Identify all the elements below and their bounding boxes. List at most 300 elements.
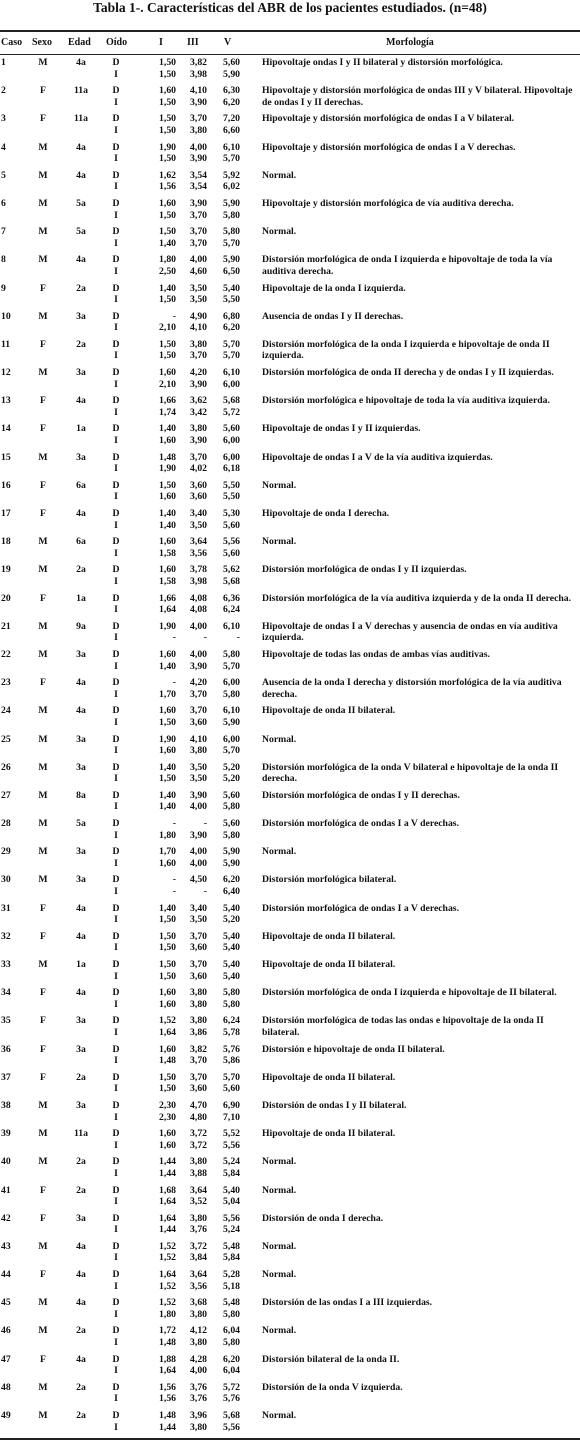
wave-v-latency-right: 5,72 xyxy=(223,1381,240,1393)
wave-v-latency-left: 6,00 xyxy=(223,435,240,447)
wave-iii-latency-left: 3,50 xyxy=(190,294,207,306)
case-number: 25 xyxy=(1,733,11,745)
wave-v-latency-right: 6,80 xyxy=(223,310,240,322)
case-number: 39 xyxy=(1,1128,11,1140)
morphology-cell: Distorsión de las ondas I a III izquierdas. xyxy=(262,1297,433,1309)
wave-iii-latency-right: 3,70 xyxy=(190,226,207,238)
morphology-cell: Normal. xyxy=(262,479,297,491)
wave-iii-latency-right: 3,64 xyxy=(190,1269,207,1281)
wave-v-latency-left: 5,20 xyxy=(223,773,240,785)
wave-i-latency xyxy=(142,367,176,390)
wave-i-latency xyxy=(142,931,176,954)
wave-i-latency xyxy=(142,1072,176,1095)
table-row xyxy=(0,198,580,226)
ear-cell xyxy=(108,283,124,306)
ear-cell-left: I xyxy=(114,350,118,362)
wave-iii-latency xyxy=(173,846,207,869)
wave-i-latency-right: 1,50 xyxy=(159,338,176,350)
wave-iii-latency-left: 3,80 xyxy=(190,998,207,1010)
wave-iii-latency-left: - xyxy=(203,632,207,644)
age-cell: 5a xyxy=(76,818,86,830)
ear-cell-right: D xyxy=(112,169,120,181)
wave-i-latency-right: 1,40 xyxy=(159,902,176,914)
wave-v-latency-right: 5,80 xyxy=(223,987,240,999)
wave-i-latency-left: 1,48 xyxy=(159,1055,176,1067)
wave-iii-latency-right: 3,78 xyxy=(190,564,207,576)
wave-v-latency-left: 5,50 xyxy=(223,491,240,503)
ear-cell-right: D xyxy=(112,1015,120,1027)
ear-cell-right: D xyxy=(112,395,120,407)
wave-v-latency xyxy=(206,1015,240,1038)
case-number: 28 xyxy=(1,818,11,830)
ear-cell xyxy=(108,423,124,446)
ear-cell-right: D xyxy=(112,705,120,717)
morphology-cell: Hipovoltaje y distorsión morfológica de ondas III y V bilateral. Hipovoltaje de ondas I y II derechas. xyxy=(262,85,573,108)
ear-cell-left: I xyxy=(114,1026,118,1038)
wave-v-latency xyxy=(206,677,240,700)
wave-v-latency-left: 5,80 xyxy=(223,1337,240,1349)
morphology-cell: Normal. xyxy=(262,846,297,858)
wave-i-latency xyxy=(142,1382,176,1405)
wave-iii-latency-left: 3,50 xyxy=(190,519,207,531)
wave-v-latency-left: 7,10 xyxy=(223,1111,240,1123)
table-row xyxy=(0,536,580,564)
wave-i-latency-right: 1,80 xyxy=(159,254,176,266)
wave-v-latency xyxy=(206,508,240,531)
table-row xyxy=(0,1241,580,1269)
case-number: 1 xyxy=(1,57,6,68)
wave-v-latency-right: 5,60 xyxy=(223,423,240,435)
wave-v-latency xyxy=(206,790,240,813)
wave-iii-latency xyxy=(173,818,207,841)
sex-cell: M xyxy=(38,733,48,745)
wave-iii-latency-right: 3,54 xyxy=(190,169,207,181)
wave-i-latency xyxy=(142,1325,176,1348)
age-cell: 4a xyxy=(76,987,86,999)
wave-iii-latency-right: 3,68 xyxy=(190,1297,207,1309)
morphology-cell: Normal. xyxy=(262,733,297,745)
case-number: 14 xyxy=(1,423,11,435)
ear-cell-right: D xyxy=(112,1099,120,1111)
wave-v-latency xyxy=(206,283,240,306)
case-number: 15 xyxy=(1,451,11,463)
ear-cell-left: I xyxy=(114,1308,118,1320)
wave-v-latency-right: 5,92 xyxy=(223,169,240,181)
sex-cell: F xyxy=(40,930,46,942)
ear-cell xyxy=(108,959,124,982)
ear-cell xyxy=(108,113,124,136)
wave-i-latency-right: 1,60 xyxy=(159,1128,176,1140)
header-oido: Oído xyxy=(106,37,128,48)
ear-cell-left: I xyxy=(114,435,118,447)
wave-iii-latency xyxy=(173,85,207,108)
age-cell: 11a xyxy=(74,113,88,125)
wave-iii-latency-left: 3,60 xyxy=(190,1083,207,1095)
age-cell: 4a xyxy=(76,1240,86,1252)
case-number: 34 xyxy=(1,987,11,999)
ear-cell-right: D xyxy=(112,818,120,830)
wave-i-latency-left: 1,58 xyxy=(159,547,176,559)
wave-iii-latency xyxy=(173,1156,207,1179)
wave-v-latency-right: 5,24 xyxy=(223,1156,240,1168)
wave-i-latency-left: 1,70 xyxy=(159,688,176,700)
age-cell: 3a xyxy=(76,874,86,886)
wave-v-latency-right: 5,76 xyxy=(223,1043,240,1055)
ear-cell-right: D xyxy=(112,1184,120,1196)
wave-v-latency xyxy=(206,903,240,926)
wave-i-latency-right: 1,40 xyxy=(159,789,176,801)
wave-v-latency xyxy=(206,254,240,277)
wave-iii-latency-right: 3,80 xyxy=(190,423,207,435)
wave-iii-latency-right: 3,80 xyxy=(190,1212,207,1224)
wave-iii-latency xyxy=(173,734,207,757)
wave-v-latency-right: 6,10 xyxy=(223,705,240,717)
table-row xyxy=(0,564,580,592)
sex-cell: F xyxy=(40,479,46,491)
wave-iii-latency xyxy=(173,367,207,390)
age-cell: 4a xyxy=(76,1297,86,1309)
case-number: 29 xyxy=(1,846,11,858)
table-row xyxy=(0,226,580,254)
ear-cell-left: I xyxy=(114,801,118,813)
wave-i-latency-right: 1,50 xyxy=(159,1071,176,1083)
ear-cell xyxy=(108,1269,124,1292)
wave-iii-latency-left: 3,70 xyxy=(190,209,207,221)
sex-cell: M xyxy=(38,197,48,209)
wave-i-latency-left: 1,40 xyxy=(159,801,176,813)
wave-v-latency xyxy=(206,367,240,390)
wave-iii-latency-right: 4,00 xyxy=(190,648,207,660)
wave-iii-latency-left: 3,80 xyxy=(190,745,207,757)
wave-v-latency-right: 6,00 xyxy=(223,733,240,745)
wave-v-latency-left: 6,50 xyxy=(223,265,240,277)
case-number: 13 xyxy=(1,395,11,407)
wave-iii-latency-left: 3,98 xyxy=(190,68,207,80)
wave-iii-latency xyxy=(173,1128,207,1151)
sex-cell: M xyxy=(38,1156,48,1168)
ear-cell-right: D xyxy=(112,1240,120,1252)
wave-iii-latency xyxy=(173,395,207,418)
morphology-cell: Ausencia de la onda I derecha y distorsión morfológica de la vía auditiva derecha. xyxy=(262,677,562,700)
wave-v-latency xyxy=(206,423,240,446)
table-row xyxy=(0,1269,580,1297)
morphology-cell: Normal. xyxy=(262,226,297,238)
wave-iii-latency-left: 3,86 xyxy=(190,1026,207,1038)
wave-v-latency xyxy=(206,987,240,1010)
ear-cell-right: D xyxy=(112,338,120,350)
wave-i-latency-left: 1,50 xyxy=(159,153,176,165)
ear-cell xyxy=(108,846,124,869)
wave-v-latency-right: 6,20 xyxy=(223,1353,240,1365)
ear-cell xyxy=(108,395,124,418)
ear-cell xyxy=(108,762,124,785)
wave-iii-latency-right: 4,28 xyxy=(190,1353,207,1365)
wave-v-latency xyxy=(206,1354,240,1377)
wave-i-latency-left: 1,50 xyxy=(159,124,176,136)
wave-i-latency-right: - xyxy=(172,818,176,830)
wave-v-latency-left: 5,60 xyxy=(223,1083,240,1095)
wave-i-latency-left: 1,80 xyxy=(159,1308,176,1320)
case-number: 30 xyxy=(1,874,11,886)
wave-iii-latency-left: 4,80 xyxy=(190,1111,207,1123)
case-number: 31 xyxy=(1,902,11,914)
ear-cell-left: I xyxy=(114,124,118,136)
ear-cell-right: D xyxy=(112,113,120,125)
age-cell: 2a xyxy=(76,564,86,576)
sex-cell: F xyxy=(40,282,46,294)
wave-iii-latency-left: 3,52 xyxy=(190,1196,207,1208)
wave-i-latency-left: 2,10 xyxy=(159,378,176,390)
age-cell: 4a xyxy=(76,1353,86,1365)
age-cell: 2a xyxy=(76,1184,86,1196)
wave-v-latency-left: 5,84 xyxy=(223,1167,240,1179)
wave-v-latency xyxy=(206,1325,240,1348)
ear-cell xyxy=(108,1213,124,1236)
wave-iii-latency-left: 3,76 xyxy=(190,1393,207,1405)
sex-cell: F xyxy=(40,1353,46,1365)
wave-iii-latency-left: 3,90 xyxy=(190,153,207,165)
ear-cell-right: D xyxy=(112,197,120,209)
wave-iii-latency-left: 3,80 xyxy=(190,1337,207,1349)
morphology-cell: Distorsión bilateral de la onda II. xyxy=(262,1353,400,1365)
sex-cell: M xyxy=(38,761,48,773)
wave-i-latency xyxy=(142,339,176,362)
age-cell: 4a xyxy=(76,254,86,266)
sex-cell: F xyxy=(40,85,46,97)
header-rule xyxy=(0,54,580,55)
case-number: 8 xyxy=(1,254,6,266)
wave-iii-latency-left: 3,98 xyxy=(190,575,207,587)
wave-v-latency xyxy=(206,1072,240,1095)
wave-v-latency xyxy=(206,1241,240,1264)
ear-cell xyxy=(108,734,124,757)
morphology-cell: Ausencia de ondas I y II derechas. xyxy=(262,310,404,322)
wave-iii-latency xyxy=(173,1410,207,1433)
case-number: 37 xyxy=(1,1071,11,1083)
morphology-cell: Hipovoltaje de la onda I izquierda. xyxy=(262,282,406,294)
wave-iii-latency xyxy=(173,677,207,700)
table-row xyxy=(0,57,580,85)
age-cell: 3a xyxy=(76,451,86,463)
ear-cell xyxy=(108,1410,124,1433)
wave-i-latency-left: - xyxy=(172,632,176,644)
wave-iii-latency xyxy=(173,874,207,897)
header-caso: Caso xyxy=(1,37,23,48)
wave-i-latency-left: 1,44 xyxy=(159,1421,176,1433)
table-row xyxy=(0,677,580,705)
wave-i-latency-left: 1,50 xyxy=(159,68,176,80)
case-number: 48 xyxy=(1,1381,11,1393)
wave-iii-latency xyxy=(173,536,207,559)
table-row xyxy=(0,367,580,395)
wave-iii-latency-right: 3,70 xyxy=(190,959,207,970)
wave-iii-latency-right: 3,40 xyxy=(190,508,207,519)
table-row xyxy=(0,790,580,818)
case-number: 26 xyxy=(1,761,11,773)
wave-iii-latency-left: 4,00 xyxy=(190,801,207,813)
age-cell: 9a xyxy=(76,620,86,632)
case-number: 20 xyxy=(1,592,11,604)
wave-v-latency-left: 6,20 xyxy=(223,322,240,334)
wave-i-latency xyxy=(142,677,176,700)
age-cell: 4a xyxy=(76,395,86,407)
ear-cell-right: D xyxy=(112,451,120,463)
table-row xyxy=(0,903,580,931)
wave-iii-latency xyxy=(173,1241,207,1264)
age-cell: 4a xyxy=(76,1269,86,1281)
table-row xyxy=(0,705,580,733)
ear-cell-right: D xyxy=(112,789,120,801)
wave-i-latency-right: 1,62 xyxy=(159,169,176,181)
table-row xyxy=(0,649,580,677)
wave-i-latency xyxy=(142,142,176,165)
table-row xyxy=(0,959,580,987)
table-row xyxy=(0,1156,580,1184)
wave-i-latency-left: 1,50 xyxy=(159,209,176,221)
ear-cell-left: I xyxy=(114,1139,118,1151)
table-row xyxy=(0,1015,580,1043)
ear-cell-left: I xyxy=(114,1055,118,1067)
sex-cell: M xyxy=(38,57,48,68)
wave-i-latency xyxy=(142,508,176,531)
wave-i-latency xyxy=(142,649,176,672)
wave-i-latency-right: 1,66 xyxy=(159,592,176,604)
wave-iii-latency-right: 3,70 xyxy=(190,930,207,942)
ear-cell-left: I xyxy=(114,1111,118,1123)
wave-iii-latency-right: 3,80 xyxy=(190,338,207,350)
wave-i-latency xyxy=(142,593,176,616)
case-number: 16 xyxy=(1,479,11,491)
ear-cell-right: D xyxy=(112,733,120,745)
wave-i-latency xyxy=(142,1015,176,1038)
table-row xyxy=(0,987,580,1015)
wave-i-latency-right: 1,66 xyxy=(159,395,176,407)
wave-iii-latency-right: 3,90 xyxy=(190,789,207,801)
case-number: 19 xyxy=(1,564,11,576)
wave-v-latency-right: 6,20 xyxy=(223,874,240,886)
wave-iii-latency xyxy=(173,311,207,334)
ear-cell-right: D xyxy=(112,1297,120,1309)
wave-i-latency-right: 1,50 xyxy=(159,57,176,68)
table-row xyxy=(0,452,580,480)
wave-i-latency-right: 1,90 xyxy=(159,733,176,745)
case-number: 42 xyxy=(1,1212,11,1224)
sex-cell: M xyxy=(38,169,48,181)
ear-cell-right: D xyxy=(112,282,120,294)
wave-v-latency-left: - xyxy=(236,632,240,644)
ear-cell-right: D xyxy=(112,1381,120,1393)
wave-i-latency-right: 1,52 xyxy=(159,1240,176,1252)
wave-v-latency-right: 5,90 xyxy=(223,197,240,209)
sex-cell: F xyxy=(40,677,46,689)
wave-v-latency-left: 5,20 xyxy=(223,914,240,926)
morphology-cell: Hipovoltaje de onda I derecha. xyxy=(262,508,390,519)
table-row xyxy=(0,1072,580,1100)
wave-i-latency-left: 1,40 xyxy=(159,660,176,672)
wave-v-latency-left: 5,78 xyxy=(223,1026,240,1038)
ear-cell xyxy=(108,564,124,587)
wave-v-latency-left: 6,18 xyxy=(223,463,240,475)
ear-cell xyxy=(108,367,124,390)
ear-cell xyxy=(108,311,124,334)
wave-v-latency xyxy=(206,311,240,334)
age-cell: 3a xyxy=(76,367,86,379)
wave-iii-latency-right: 3,80 xyxy=(190,1015,207,1027)
wave-iii-latency-right: 4,08 xyxy=(190,592,207,604)
morphology-cell: Hipovoltaje y distorsión morfológica de vía auditiva derecha. xyxy=(262,197,514,209)
wave-i-latency-left: 1,48 xyxy=(159,1337,176,1349)
wave-iii-latency-right: 3,40 xyxy=(190,902,207,914)
wave-iii-latency-right: 3,72 xyxy=(190,1128,207,1140)
wave-v-latency xyxy=(206,1213,240,1236)
wave-v-latency xyxy=(206,1156,240,1179)
wave-v-latency-right: 5,30 xyxy=(223,508,240,519)
wave-iii-latency xyxy=(173,564,207,587)
table-row xyxy=(0,593,580,621)
wave-iii-latency-right: 3,82 xyxy=(190,57,207,68)
ear-cell xyxy=(108,649,124,672)
wave-i-latency-left: 2,30 xyxy=(159,1111,176,1123)
sex-cell: M xyxy=(38,1099,48,1111)
ear-cell xyxy=(108,452,124,475)
ear-cell-right: D xyxy=(112,1269,120,1281)
sex-cell: M xyxy=(38,141,48,153)
wave-v-latency-right: 5,28 xyxy=(223,1269,240,1281)
wave-iii-latency-right: 3,70 xyxy=(190,113,207,125)
wave-iii-latency-left: 3,60 xyxy=(190,970,207,982)
wave-iii-latency-left: 3,72 xyxy=(190,1139,207,1151)
ear-cell-left: I xyxy=(114,96,118,108)
ear-cell-left: I xyxy=(114,1224,118,1236)
wave-v-latency-left: 5,70 xyxy=(223,237,240,249)
ear-cell-left: I xyxy=(114,519,118,531)
wave-iii-latency xyxy=(173,1044,207,1067)
wave-iii-latency-left: 3,70 xyxy=(190,1055,207,1067)
ear-cell xyxy=(108,1241,124,1264)
wave-v-latency-right: 6,10 xyxy=(223,141,240,153)
wave-i-latency xyxy=(142,254,176,277)
ear-cell-right: D xyxy=(112,874,120,886)
sex-cell: F xyxy=(40,1043,46,1055)
bottom-rule xyxy=(0,1438,580,1440)
wave-iii-latency xyxy=(173,1072,207,1095)
wave-v-latency-right: 5,68 xyxy=(223,1410,240,1421)
wave-i-latency-right: 1,52 xyxy=(159,1297,176,1309)
sex-cell: M xyxy=(38,648,48,660)
wave-i-latency xyxy=(142,1297,176,1320)
age-cell: 3a xyxy=(76,846,86,858)
wave-v-latency-left: 5,80 xyxy=(223,998,240,1010)
wave-iii-latency xyxy=(173,593,207,616)
wave-v-latency xyxy=(206,649,240,672)
wave-i-latency-left: 1,50 xyxy=(159,970,176,982)
wave-iii-latency-left: 3,90 xyxy=(190,829,207,841)
wave-iii-latency-left: 3,70 xyxy=(190,688,207,700)
ear-cell xyxy=(108,1044,124,1067)
case-number: 27 xyxy=(1,789,11,801)
age-cell: 4a xyxy=(76,141,86,153)
wave-v-latency xyxy=(206,1100,240,1123)
case-number: 44 xyxy=(1,1269,11,1281)
table-row xyxy=(0,1297,580,1325)
age-cell: 3a xyxy=(76,648,86,660)
ear-cell xyxy=(108,1072,124,1095)
wave-i-latency-right: 1,60 xyxy=(159,367,176,379)
wave-i-latency-right: 1,60 xyxy=(159,1043,176,1055)
wave-iii-latency-left: 3,90 xyxy=(190,96,207,108)
table-row xyxy=(0,846,580,874)
header-edad: Edad xyxy=(68,37,91,48)
